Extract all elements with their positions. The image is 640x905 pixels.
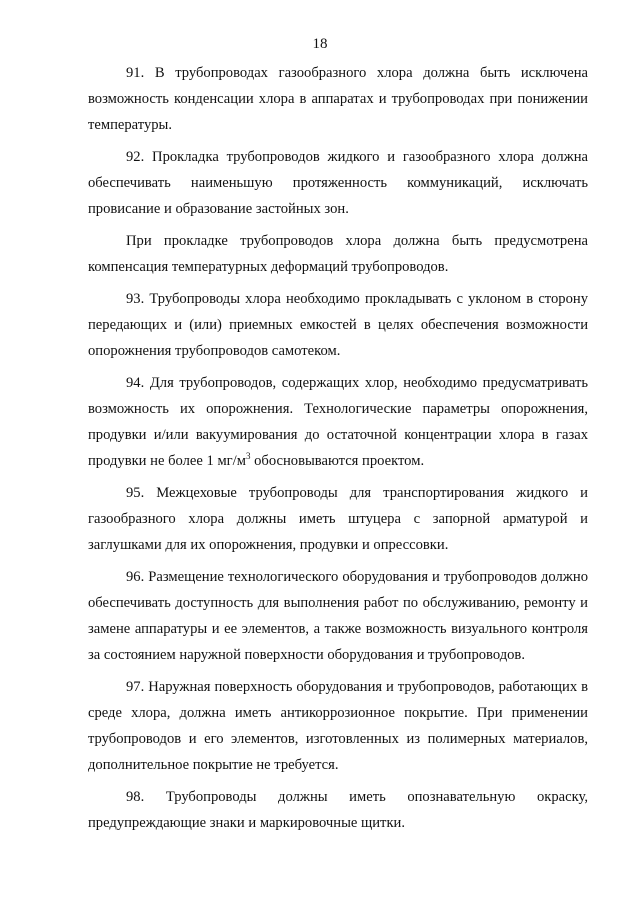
paragraph-97: 97. Наружная поверхность оборудования и трубопроводов, работающих в среде хлора, должна иметь антикоррозионное покрытие. При применении трубопроводов и его элементов, изготовленных из полимерных материалов, дополнительное покрытие не требуется. — [88, 679, 588, 773]
paragraph-93: 93. Трубопроводы хлора необходимо прокладывать с уклоном в сторону передающих и (или) приемных емкостей в целях обеспечения возможности опорожнения трубопроводов самотеком. — [88, 291, 588, 359]
paragraph-95: 95. Межцеховые трубопроводы для транспортирования жидкого и газообразного хлора должны иметь штуцера с запорной арматурой и заглушками для их опорожнения, продувки и опрессовки. — [88, 485, 588, 553]
document-body — [88, 60, 588, 842]
paragraph-92: 92. Прокладка трубопроводов жидкого и газообразного хлора должна обеспечивать наименьшую протяженность коммуникаций, исключать провисание и образование застойных зон. — [88, 149, 588, 217]
paragraph-94 — [88, 370, 588, 474]
page-number: 18 — [312, 36, 328, 52]
paragraph-96: 96. Размещение технологического оборудования и трубопроводов должно обеспечивать доступность для выполнения работ по обслуживанию, ремонту и замене аппаратуры и ее элементов, а также возможность визуального контроля за состоянием наружной поверхности оборудования и трубопроводов. — [88, 569, 588, 663]
paragraph-94-text-after: обосновываются проектом. — [250, 453, 425, 469]
paragraph-94-superscript: 3 — [245, 451, 251, 462]
paragraph-94-text-before: 94. Для трубопроводов, содержащих хлор, необходимо предусматривать возможность их опорожнения. Технологические параметры опорожнения, продувки и/или вакуумирования до остаточной концентрации хлора в газах продувки не более 1 мг/м — [88, 375, 588, 469]
paragraph-91: 91. В трубопроводах газообразного хлора должна быть исключена возможность конденсации хлора в аппаратах и трубопроводах при понижении температуры. — [88, 65, 588, 133]
paragraph-92-continuation: При прокладке трубопроводов хлора должна быть предусмотрена компенсация температурных деформаций трубопроводов. — [88, 233, 588, 275]
paragraph-98: 98. Трубопроводы должны иметь опознавательную окраску, предупреждающие знаки и маркировочные щитки. — [88, 789, 588, 831]
